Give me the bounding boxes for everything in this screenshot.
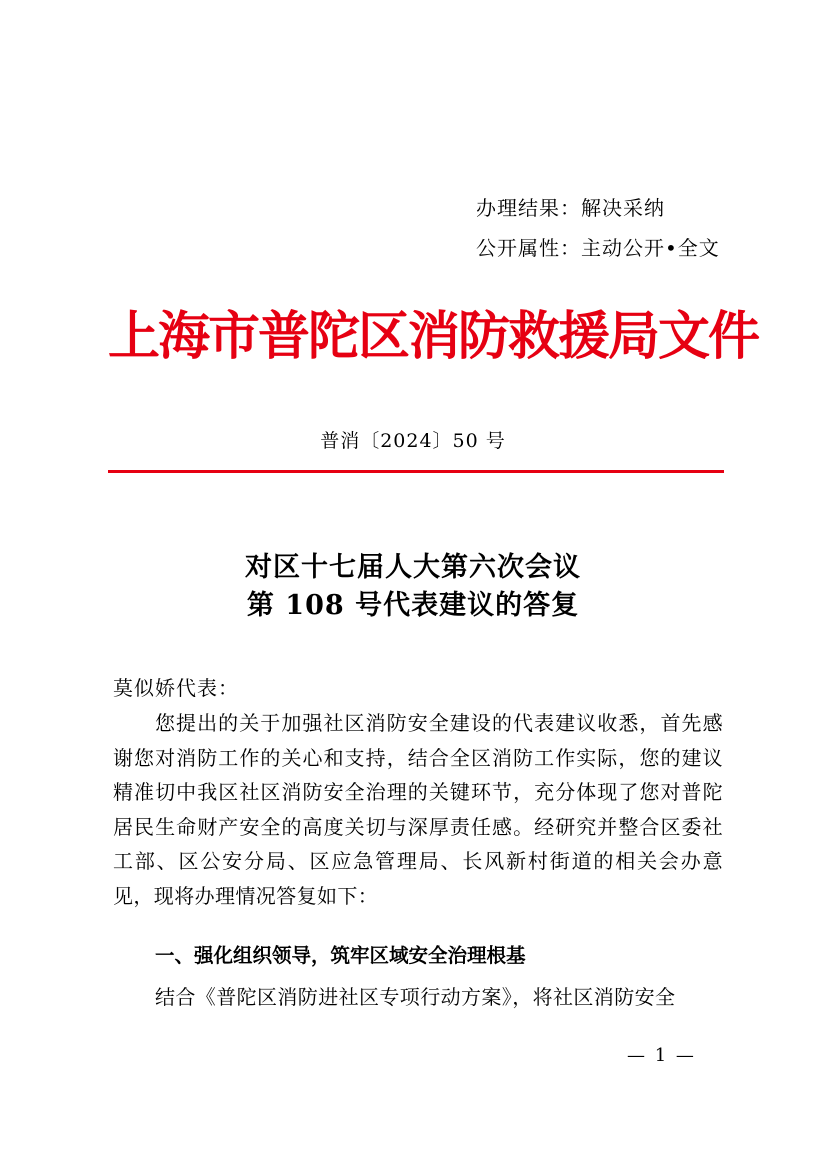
- disclosure-attribute: 公开属性：主动公开•全文: [476, 236, 720, 260]
- document-title-line-2: 第 108 号代表建议的答复: [246, 590, 580, 621]
- body-paragraph-1: 您提出的关于加强社区消防安全建设的代表建议收悉，首先感谢您对消防工作的关心和支持，结合全区消防工作实际，您的建议精准切中我区社区消防安全治理的关键环节，充分体现了您对普陀居民生命财产安全的高度关切与深厚责任感。经研究并整合区委社工部、区公安分局、区应急管理局、长风新村街道的相关会办意见，现将办理情况答复如下：: [113, 711, 723, 908]
- page-number: — 1 —: [627, 1045, 696, 1066]
- issuer-header: 上海市普陀区消防救援局文件: [108, 306, 759, 367]
- body-paragraph-2: 结合《普陀区消防进社区专项行动方案》，将社区消防安全: [155, 985, 676, 1009]
- red-divider-line: [108, 470, 724, 473]
- document-number: 普消〔2024〕50 号: [320, 430, 506, 452]
- handling-result: 办理结果：解决采纳: [476, 196, 665, 220]
- section-heading-1: 一、强化组织领导，筑牢区域安全治理根基: [155, 944, 526, 967]
- document-title-line-1: 对区十七届人大第六次会议: [245, 552, 581, 583]
- salutation: 莫似娇代表：: [113, 676, 239, 700]
